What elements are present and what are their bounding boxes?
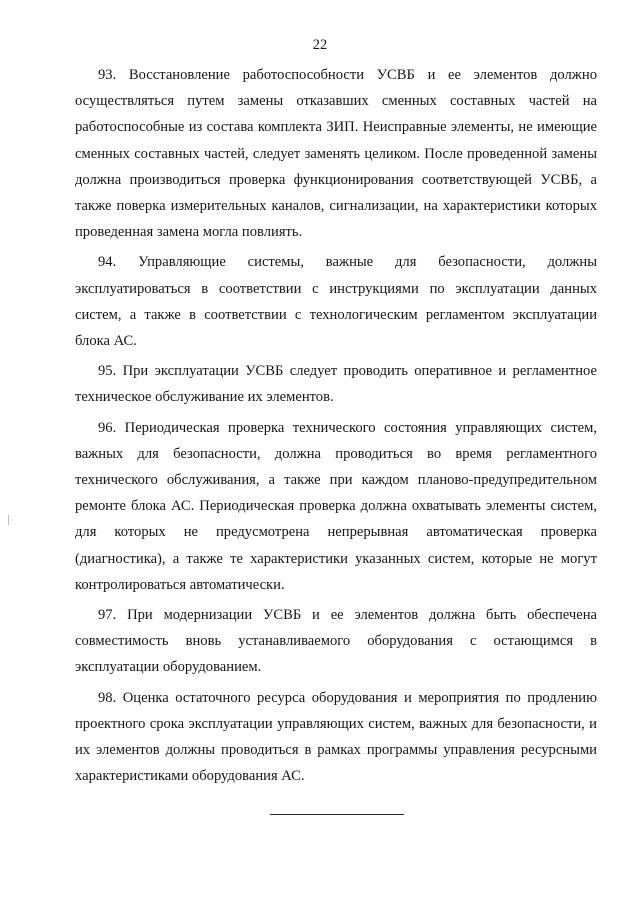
paragraph-93: 93. Восстановление работоспособности УСВБ и ее элементов должно осуществляться путем замены отказавших сменных составных частей на работоспособные из состава комплекта ЗИП. Неисправные элементы, не имеющие сменных составных частей, следует заменять целиком. После проведенной замены должна производиться проверка функционирования соответствующей УСВБ, а также поверка измерительных каналов, сигнализации, на характеристики которых проведенная замена могла повлиять. — [75, 67, 597, 241]
end-separator-line — [270, 814, 404, 815]
paragraph-95: 95. При эксплуатации УСВБ следует проводить оперативное и регламентное техническое обслуживание их элементов. — [75, 363, 597, 406]
paragraph-98: 98. Оценка остаточного ресурса оборудования и мероприятия по продлению проектного срока эксплуатации управляющих систем, важных для безопасности, и их элементов должны проводиться в рамках программы управления ресурсными характеристиками оборудования АС. — [75, 689, 597, 785]
document-body — [75, 62, 597, 793]
paragraph-96: 96. Периодическая проверка технического состояния управляющих систем, важных для безопасности, должна проводиться во время регламентного технического обслуживания, а также при каждом планово-предупредительном ремонте блока АС. Периодическая проверка должна охватывать элементы систем, для которых не предусмотрена непрерывная автоматическая проверка (диагностика), а также те характеристики указанных систем, которые не могут контролироваться автоматически. — [75, 419, 597, 593]
paragraph-97: 97. При модернизации УСВБ и ее элементов должна быть обеспечена совместимость вновь устанавливаемого оборудования с остающимся в эксплуатации оборудованием. — [75, 607, 597, 676]
scan-margin-mark — [8, 515, 9, 525]
page-number: 22 — [312, 37, 328, 53]
paragraph-94: 94. Управляющие системы, важные для безопасности, должны эксплуатироваться в соответствии с инструкциями по эксплуатации данных систем, а также в соответствии с технологическим регламентом эксплуатации блока АС. — [75, 254, 597, 350]
